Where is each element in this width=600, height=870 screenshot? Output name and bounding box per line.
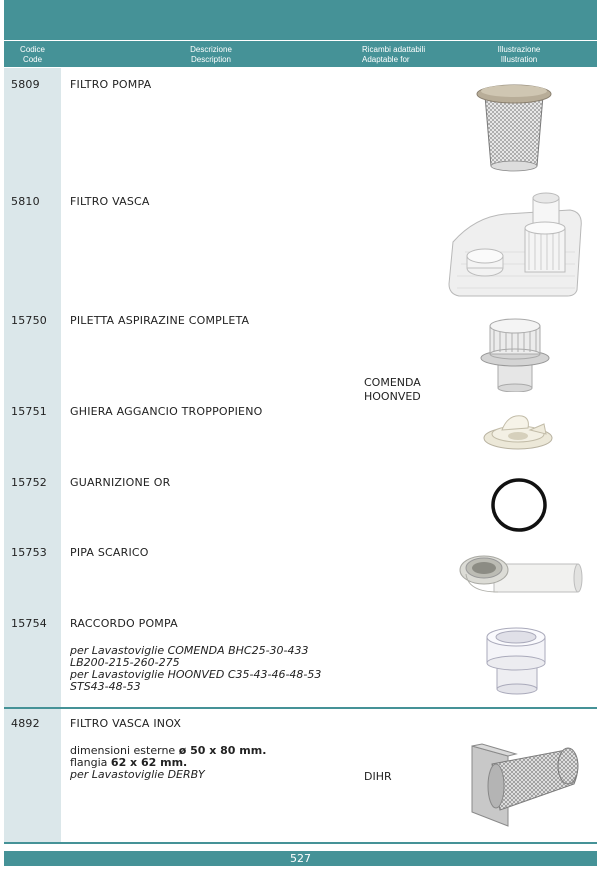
item-code: 15751	[11, 405, 47, 418]
page-number: 527	[4, 851, 597, 866]
flange-label: flangia	[70, 756, 111, 769]
note-line: STS43-48-53	[70, 680, 141, 693]
item-description: GHIERA AGGANCIO TROPPOPIENO	[70, 405, 263, 418]
tank-filter-icon	[445, 192, 585, 300]
ricambi-group-1	[364, 376, 421, 404]
dimension-notes	[70, 745, 266, 781]
machine-note: per Lavastoviglie DERBY	[70, 768, 205, 781]
table-header	[4, 41, 597, 67]
note-line: per Lavastoviglie HOONVED C35-43-46-48-53	[70, 668, 322, 681]
ricambi-dihr: DIHR	[364, 770, 392, 783]
item-description: FILTRO POMPA	[70, 78, 152, 91]
dim-value: ø 50 x 80 mm.	[178, 744, 267, 757]
header-desc-it: Descrizione	[190, 45, 232, 54]
header-ill-it: Illustrazione	[497, 45, 541, 54]
item-code: 5810	[11, 195, 40, 208]
flange-value: 62 x 62 mm.	[110, 756, 188, 769]
header-ric-it: Ricambi adattabili	[362, 45, 426, 54]
basket-filter-icon	[475, 82, 553, 174]
item-description: RACCORDO POMPA	[70, 617, 178, 630]
header-code-en: Code	[22, 55, 43, 64]
header-ill-en: Illustration	[500, 55, 538, 64]
header-desc-en: Description	[190, 55, 231, 64]
brand-hoonved: HOONVED	[364, 390, 421, 403]
compatibility-notes	[70, 645, 321, 693]
item-code: 5809	[11, 78, 40, 91]
header-ric-en: Adaptable for	[362, 55, 410, 64]
item-description: FILTRO VASCA	[70, 195, 150, 208]
header-code-it: Codice	[20, 45, 45, 54]
brand-comenda: COMENDA	[364, 376, 421, 389]
item-description: GUARNIZIONE OR	[70, 476, 171, 489]
bottom-divider	[4, 842, 597, 844]
note-line: per Lavastoviglie COMENDA BHC25-30-433	[70, 644, 309, 657]
top-banner	[4, 0, 597, 40]
header-ricambi	[362, 45, 442, 65]
inox-filter-icon	[466, 730, 588, 828]
item-code: 4892	[11, 717, 40, 730]
o-ring-icon	[489, 476, 549, 534]
ring-nut-icon	[478, 410, 558, 452]
item-description: PILETTA ASPIRAZINE COMPLETA	[70, 314, 250, 327]
section-divider	[4, 707, 597, 709]
note-line: LB200-215-260-275	[70, 656, 180, 669]
header-code	[4, 45, 61, 65]
drain-fitting-icon	[478, 312, 552, 392]
item-code: 15753	[11, 546, 47, 559]
item-code: 15750	[11, 314, 47, 327]
header-description	[61, 45, 361, 65]
pump-fitting-icon	[483, 625, 549, 695]
drain-pipe-icon	[458, 548, 584, 598]
item-code: 15754	[11, 617, 47, 630]
dim-label: dimensioni esterne	[70, 744, 179, 757]
header-illustration	[474, 45, 564, 65]
item-description: PIPA SCARICO	[70, 546, 149, 559]
item-code: 15752	[11, 476, 47, 489]
item-description: FILTRO VASCA INOX	[70, 717, 182, 730]
